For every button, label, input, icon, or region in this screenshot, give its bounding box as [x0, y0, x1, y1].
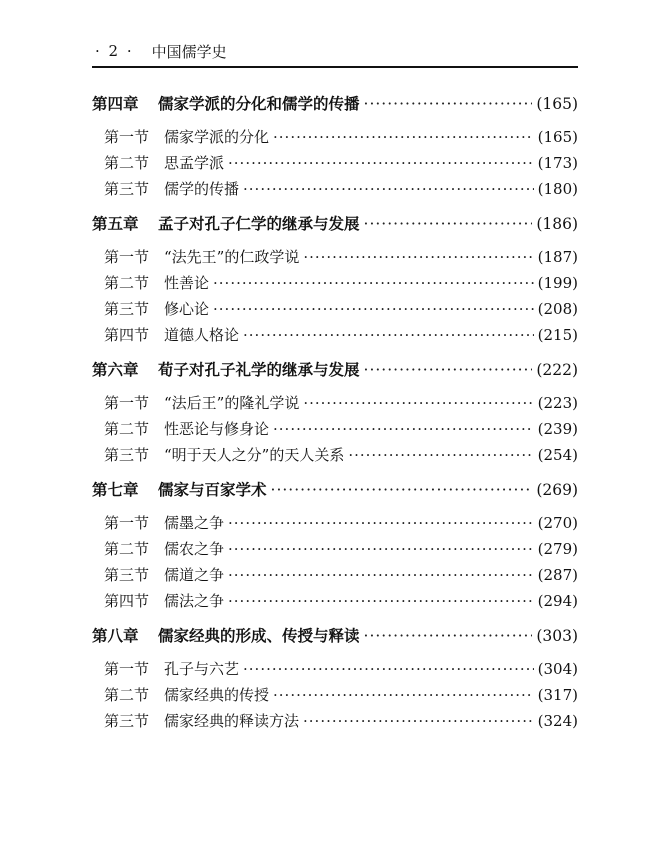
page-reference: (180): [537, 180, 578, 198]
dot-leader: [273, 686, 534, 704]
toc-section-entry[interactable]: [92, 178, 578, 200]
chapter-title: 儒家与百家学术: [158, 480, 267, 499]
dot-leader: [228, 566, 534, 584]
page-reference: (165): [537, 128, 578, 146]
dot-leader: [213, 274, 534, 292]
dot-leader: [364, 95, 533, 113]
section-number: 第二节: [104, 154, 150, 172]
section-number: 第四节: [104, 326, 150, 344]
page-reference: (223): [537, 394, 578, 412]
section-number: 第四节: [104, 592, 150, 610]
dot-leader: [303, 712, 534, 730]
page-reference: (287): [537, 566, 578, 584]
section-title: 儒农之争: [164, 540, 225, 558]
chapter-title: 儒家学派的分化和儒学的传播: [158, 94, 360, 113]
page-reference: (279): [537, 540, 578, 558]
dot-leader: [364, 215, 533, 233]
section-number: 第一节: [104, 394, 150, 412]
section-title: 孔子与六艺: [164, 660, 240, 678]
section-title: 道德人格论: [164, 326, 240, 344]
page-reference: (269): [536, 481, 578, 499]
toc-section-entry[interactable]: [92, 152, 578, 174]
dot-leader: [303, 248, 533, 266]
toc-section-entry[interactable]: [92, 246, 578, 268]
chapter-number: 第五章: [92, 214, 139, 233]
toc-chapter-entry[interactable]: [92, 624, 578, 646]
dot-leader: [228, 514, 534, 532]
chapter-title: 儒家经典的形成、传授与释读: [158, 626, 360, 645]
toc-chapter-entry[interactable]: [92, 478, 578, 500]
toc-section-entry[interactable]: [92, 272, 578, 294]
section-title: “法后王”的隆礼学说: [164, 394, 300, 412]
dot-leader: [303, 394, 533, 412]
dot-leader: [364, 627, 533, 645]
section-number: 第一节: [104, 248, 150, 266]
chapter-title: 荀子对孔子礼学的继承与发展: [158, 360, 360, 379]
section-number: 第一节: [104, 128, 150, 146]
running-header: [95, 38, 575, 64]
dot-leader: [273, 420, 534, 438]
section-number: 第二节: [104, 686, 150, 704]
dot-leader: [348, 446, 533, 464]
book-title: 中国儒学史: [151, 42, 227, 61]
toc-section-entry[interactable]: [92, 444, 578, 466]
toc-section-entry[interactable]: [92, 418, 578, 440]
toc-section-entry[interactable]: [92, 538, 578, 560]
page-reference: (239): [537, 420, 578, 438]
section-title: 儒法之争: [164, 592, 225, 610]
toc-chapter-entry[interactable]: [92, 358, 578, 380]
chapter-number: 第八章: [92, 626, 139, 645]
dot-leader: [243, 660, 534, 678]
toc-section-entry[interactable]: [92, 392, 578, 414]
section-number: 第三节: [104, 712, 150, 730]
dot-leader: [228, 154, 534, 172]
page-reference: (294): [537, 592, 578, 610]
section-number: 第三节: [104, 300, 150, 318]
section-number: 第三节: [104, 446, 150, 464]
section-number: 第二节: [104, 274, 150, 292]
section-title: 儒道之争: [164, 566, 225, 584]
page-reference: (304): [537, 660, 578, 678]
table-of-contents: [92, 92, 578, 736]
page-reference: (222): [536, 361, 578, 379]
dot-leader: [228, 592, 534, 610]
section-title: “法先王”的仁政学说: [164, 248, 300, 266]
dot-leader: [364, 361, 533, 379]
page-reference: (187): [537, 248, 578, 266]
chapter-title: 孟子对孔子仁学的继承与发展: [158, 214, 360, 233]
page-number: · 2 ·: [95, 42, 134, 60]
section-title: 儒家经典的释读方法: [164, 712, 300, 730]
section-number: 第一节: [104, 514, 150, 532]
section-title: 儒墨之争: [164, 514, 225, 532]
page-reference: (324): [537, 712, 578, 730]
page-reference: (303): [536, 627, 578, 645]
dot-leader: [213, 300, 534, 318]
toc-section-entry[interactable]: [92, 658, 578, 680]
page-reference: (254): [537, 446, 578, 464]
header-rule: [92, 66, 578, 68]
section-number: 第三节: [104, 180, 150, 198]
page-reference: (173): [537, 154, 578, 172]
dot-leader: [228, 540, 534, 558]
toc-chapter-entry[interactable]: [92, 92, 578, 114]
chapter-number: 第四章: [92, 94, 139, 113]
toc-section-entry[interactable]: [92, 590, 578, 612]
toc-section-entry[interactable]: [92, 298, 578, 320]
page-reference: (165): [536, 95, 578, 113]
section-title: 思孟学派: [164, 154, 225, 172]
dot-leader: [243, 180, 534, 198]
section-number: 第一节: [104, 660, 150, 678]
section-number: 第三节: [104, 566, 150, 584]
toc-section-entry[interactable]: [92, 710, 578, 732]
section-title: 儒家学派的分化: [164, 128, 270, 146]
section-title: 性善论: [164, 274, 210, 292]
section-title: 修心论: [164, 300, 210, 318]
page-reference: (208): [537, 300, 578, 318]
dot-leader: [273, 128, 534, 146]
section-title: 性恶论与修身论: [164, 420, 270, 438]
toc-section-entry[interactable]: [92, 512, 578, 534]
toc-section-entry[interactable]: [92, 684, 578, 706]
toc-section-entry[interactable]: [92, 564, 578, 586]
page-reference: (199): [537, 274, 578, 292]
toc-chapter-entry[interactable]: [92, 212, 578, 234]
section-number: 第二节: [104, 540, 150, 558]
toc-section-entry[interactable]: [92, 324, 578, 346]
page-reference: (270): [537, 514, 578, 532]
chapter-number: 第七章: [92, 480, 139, 499]
section-title: 儒家经典的传授: [164, 686, 270, 704]
dot-leader: [271, 481, 533, 499]
section-title: “明于天人之分”的天人关系: [164, 446, 345, 464]
chapter-number: 第六章: [92, 360, 139, 379]
section-title: 儒学的传播: [164, 180, 240, 198]
dot-leader: [243, 326, 534, 344]
page-reference: (215): [537, 326, 578, 344]
page-reference: (186): [536, 215, 578, 233]
page-reference: (317): [537, 686, 578, 704]
toc-section-entry[interactable]: [92, 126, 578, 148]
section-number: 第二节: [104, 420, 150, 438]
